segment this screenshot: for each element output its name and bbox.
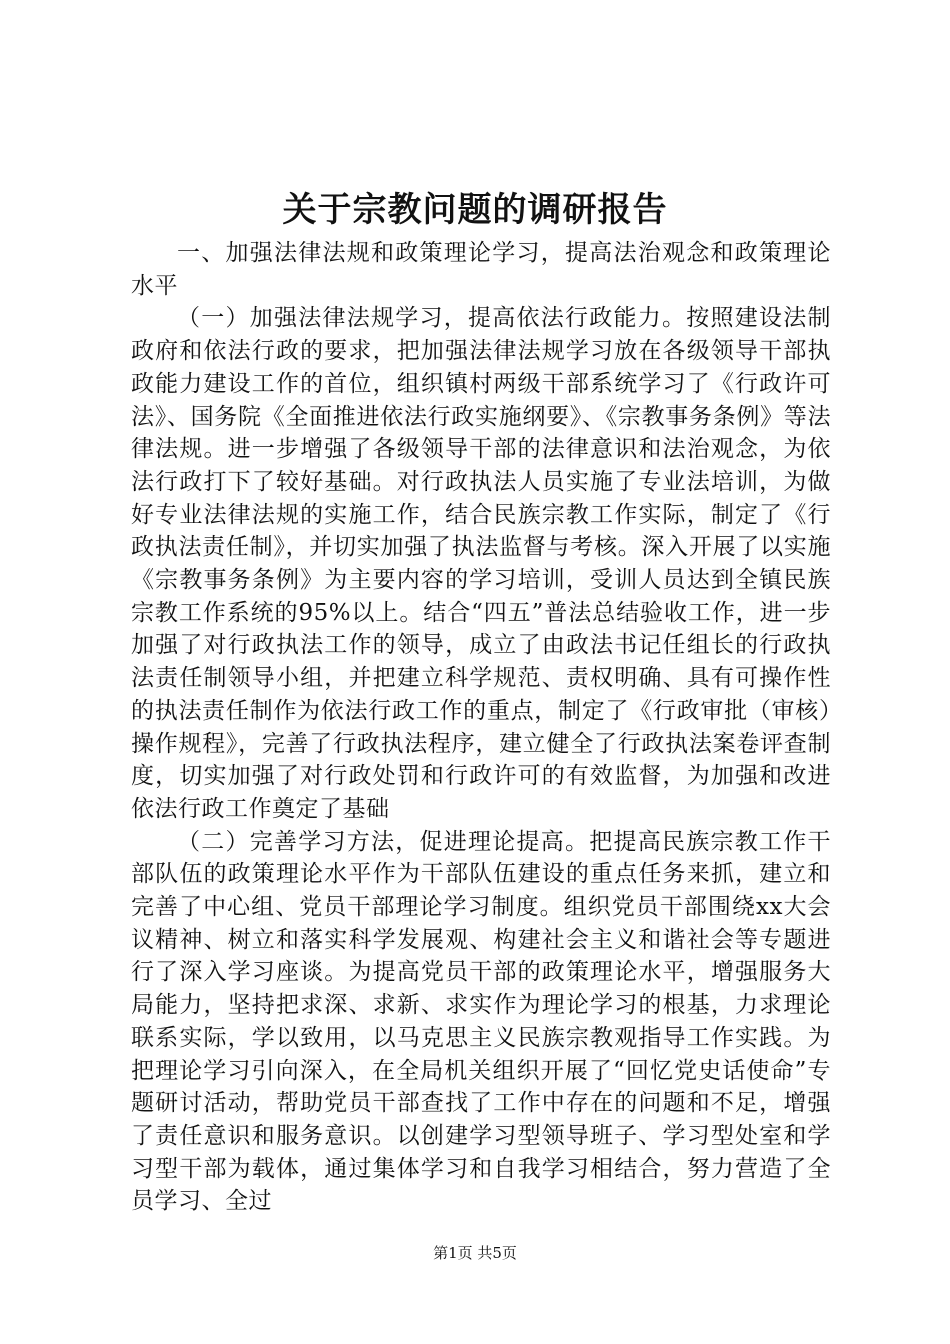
document-title: 关于宗教问题的调研报告 bbox=[282, 190, 668, 230]
section-heading: 一、加强法律法规和政策理论学习，提高法治观念和政策理论水平 bbox=[131, 240, 831, 299]
document-body bbox=[131, 237, 831, 1218]
body-paragraph: （二）完善学习方法，促进理论提高。把提高民族宗教工作干部队伍的政策理论水平作为干部队伍建设的重点任务来抓，建立和完善了中心组、党员干部理论学习制度。组织党员干部围绕xx大会议精神、树立和落实科学发展观、构建社会主义和谐社会等专题进行了深入学习座谈。为提高党员干部的政策理论水平，增强服务大局能力，坚持把求深、求新、求实作为理论学习的根基，力求理论联系实际，学以致用，以马克思主义民族宗教观指导工作实践。为把理论学习引向深入，在全局机关组织开展了“回忆党史话使命”专题研讨活动，帮助党员干部查找了工作中存在的问题和不足，增强了责任意识和服务意识。以创建学习型领导班子、学习型处室和学习型干部为载体，通过集体学习和自我学习相结合，努力营造了全员学习、全过 bbox=[131, 828, 831, 1215]
body-paragraph: （一）加强法律法规学习，提高依法行政能力。按照建设法制政府和依法行政的要求，把加强法律法规学习放在各级领导干部执政能力建设工作的首位，组织镇村两级干部系统学习了《行政许可法》、国务院《全面推进依法行政实施纲要》、《宗教事务条例》等法律法规。进一步增强了各级领导干部的法律意识和法治观念，为依法行政打下了较好基础。对行政执法人员实施了专业法培训，为做好专业法律法规的实施工作，结合民族宗教工作实际，制定了《行政执法责任制》，并切实加强了执法监督与考核。深入开展了以实施《宗教事务条例》为主要内容的学习培训，受训人员达到全镇民族宗教工作系统的95%以上。结合“四五”普法总结验收工作，进一步加强了对行政执法工作的领导，成立了由政法书记任组长的行政执法责任制领导小组，并把建立科学规范、责权明确、具有可操作性的执法责任制作为依法行政工作的重点，制定了《行政审批（审核）操作规程》，完善了行政执法程序，建立健全了行政执法案卷评查制度，切实加强了对行政处罚和行政许可的有效监督，为加强和改进依法行政工作奠定了基础 bbox=[131, 305, 831, 822]
page-number-footer: 第1页 共5页 bbox=[433, 1244, 517, 1262]
